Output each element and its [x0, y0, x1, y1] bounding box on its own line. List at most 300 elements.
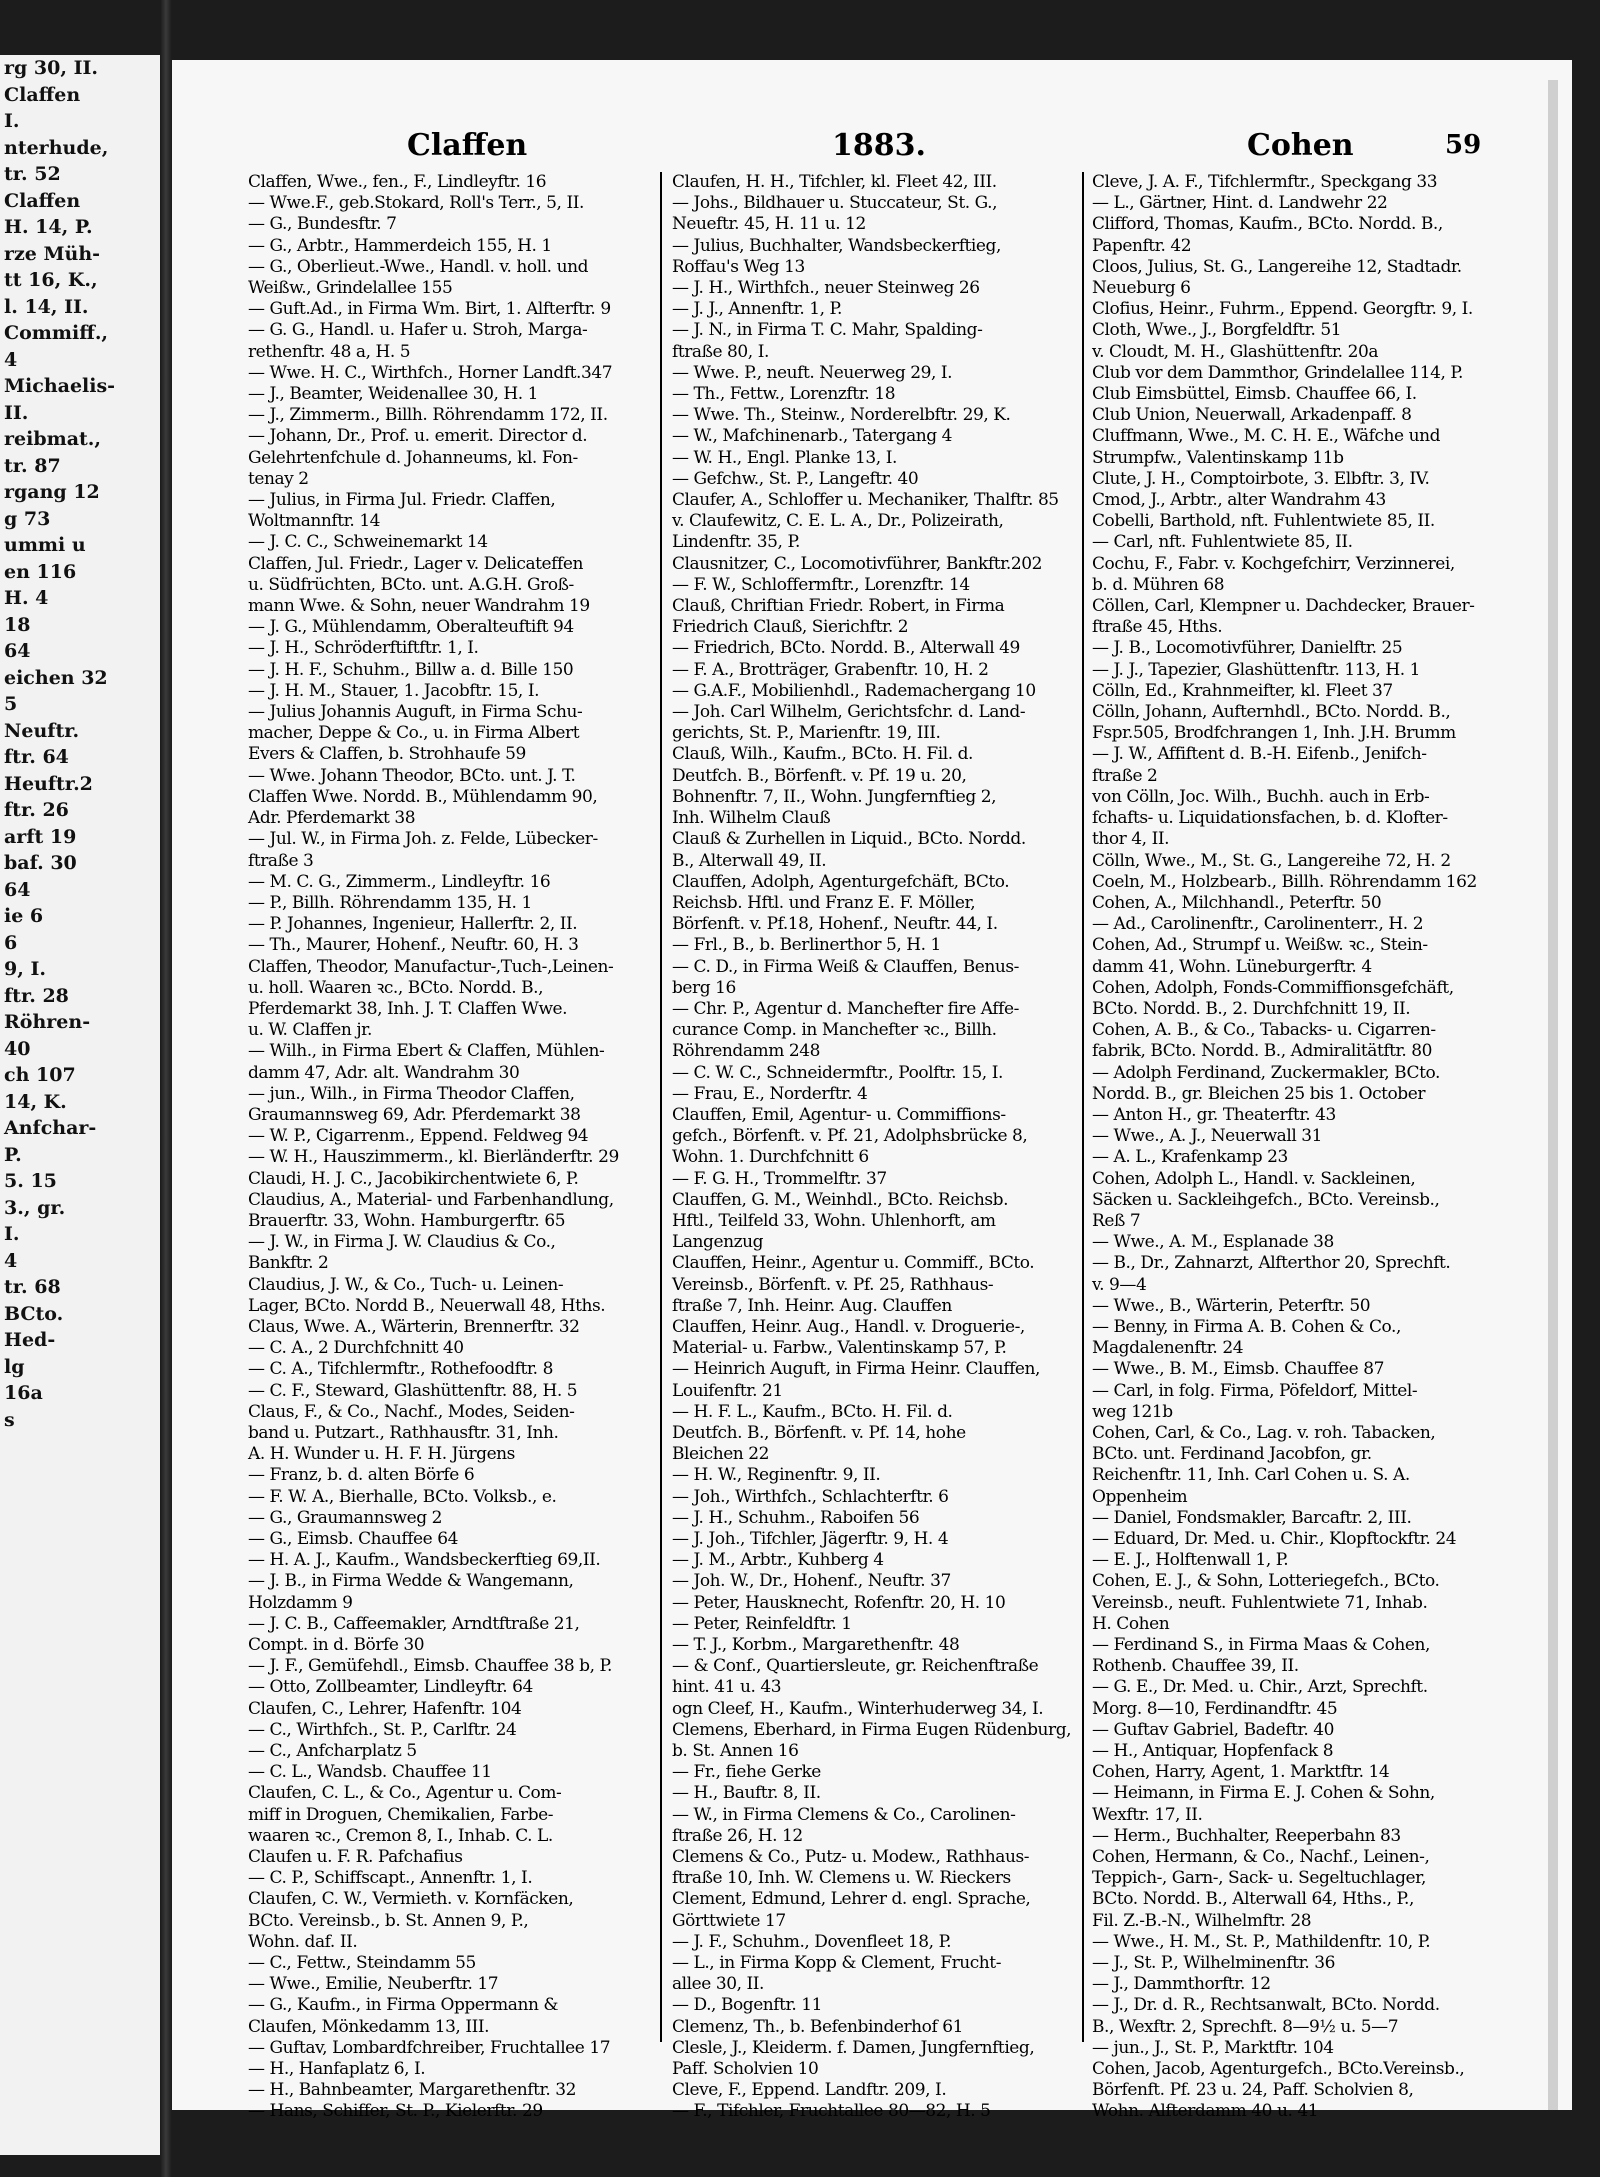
directory-entry-line: — C. A., 2 Durchfchnitt 40: [248, 1338, 464, 1359]
directory-entry-line: — J. Joh., Tifchler, Jägerftr. 9, H. 4: [672, 1529, 949, 1549]
directory-entry-line: — Wwe., B. M., Eimsb. Chauffee 87: [1092, 1359, 1384, 1380]
directory-entry-line: — Th., Maurer, Hohenf., Neuftr. 60, H. 3: [248, 935, 579, 956]
directory-entry-line: — Carl, nft. Fuhlentwiete 85, II.: [1092, 532, 1353, 553]
directory-entry-line: Börfenft. Pf. 23 u. 24, Paff. Scholvien 8,: [1092, 2080, 1414, 2101]
directory-entry-line: Wohn. 1. Durchfchnitt 6: [672, 1147, 869, 1168]
directory-entry-line: Langenzug: [672, 1232, 764, 1253]
column-divider: [1082, 172, 1084, 2042]
directory-entry-line: — Joh., Wirthfch., Schlachterftr. 6: [672, 1486, 949, 1507]
directory-entry-line: — H. F. L., Kaufm., BCto. H. Fil. d.: [672, 1401, 953, 1422]
facing-page-fragment: rg 30, II.: [4, 57, 98, 79]
directory-entry-line: — Anton H., gr. Theaterftr. 43: [1092, 1104, 1336, 1125]
directory-entry-line: — J. H., Wirthfch., neuer Steinweg 26: [672, 278, 980, 299]
directory-entry-line: Clemens & Co., Putz- u. Modew., Rathhaus-: [672, 1847, 1030, 1868]
directory-entry-line: Claufen, C. W., Vermieth. v. Kornfäcken,: [248, 1889, 574, 1910]
directory-entry-line: v. 9—4: [1092, 1274, 1147, 1295]
directory-entry-line: Clauß, Wilh., Kaufm., BCto. H. Fil. d.: [672, 744, 973, 765]
directory-entry-line: Clauffen, G. M., Weinhdl., BCto. Reichsb.: [672, 1189, 1009, 1210]
facing-page-fragment: l. 14, II.: [4, 295, 89, 318]
directory-entry-line: — J., Dammthorftr. 12: [1092, 1974, 1271, 1995]
facing-page-fragment: ftr. 26: [4, 799, 69, 821]
directory-entry-line: Holzdamm 9: [248, 1592, 353, 1613]
directory-entry-line: — Wilh., in Firma Ebert & Claffen, Mühlen-: [248, 1041, 605, 1062]
facing-page-fragment: arft 19: [4, 825, 77, 848]
directory-entry-line: — & Conf., Quartiersleute, gr. Reichenftraße: [672, 1656, 1039, 1677]
page-edge: [1548, 80, 1558, 2110]
directory-entry-line: Graumannsweg 69, Adr. Pferdemarkt 38: [248, 1104, 581, 1125]
directory-entry-line: — J. J., Annenftr. 1, P.: [672, 299, 843, 320]
directory-entry-line: Evers & Claffen, b. Strohhaufe 59: [248, 744, 526, 765]
directory-entry-line: Teppich-, Garn-, Sack- u. Segeltuchlager,: [1092, 1868, 1426, 1889]
directory-entry-line: Fspr.505, Brodfchrangen 1, Inh. J.H. Brumm: [1092, 723, 1456, 744]
directory-entry-line: — Wwe., H. M., St. P., Mathildenftr. 10, P.: [1092, 1931, 1431, 1952]
directory-entry-line: — Franz, b. d. alten Börfe 6: [248, 1465, 475, 1486]
directory-entry-line: — Adolph Ferdinand, Zuckermakler, BCto.: [1092, 1062, 1440, 1083]
directory-entry-line: — Julius, in Firma Jul. Friedr. Claffen,: [248, 490, 556, 511]
directory-entry-line: Lindenftr. 35, P.: [672, 532, 800, 553]
directory-entry-line: — B., Dr., Zahnarzt, Alfterthor 20, Sprechft.: [1092, 1253, 1451, 1274]
directory-entry-line: — Peter, Reinfeldftr. 1: [672, 1613, 852, 1634]
directory-entry-line: — H. W., Reginenftr. 9, II.: [672, 1465, 881, 1486]
directory-entry-line: u. W. Claffen jr.: [248, 1020, 372, 1041]
directory-entry-line: ogn Cleef, H., Kaufm., Winterhuderweg 34, I.: [672, 1698, 1044, 1719]
directory-entry-line: Nordd. B., gr. Bleichen 25 bis 1. October: [1092, 1083, 1426, 1104]
directory-entry-line: Clauß & Zurhellen in Liquid., BCto. Nordd.: [672, 829, 1026, 850]
column-2: [672, 172, 1092, 2123]
directory-entry-line: Morg. 8—10, Ferdinandftr. 45: [1092, 1698, 1338, 1719]
directory-entry-line: Friedrich Clauß, Sierichftr. 2: [672, 617, 909, 638]
directory-entry-line: — H., Bauftr. 8, II.: [672, 1783, 821, 1804]
running-head-right: Cohen: [1247, 128, 1354, 163]
directory-entry-line: — C., Anfcharplatz 5: [248, 1741, 417, 1762]
directory-entry-line: — Johs., Bildhauer u. Stuccateur, St. G.,: [672, 193, 998, 214]
page-header: [172, 128, 1572, 168]
facing-page-fragment: Commiff.,: [4, 322, 109, 344]
facing-page-fragment: reibmat.,: [4, 428, 102, 450]
directory-entry-line: BCto. Vereinsb., b. St. Annen 9, P.,: [248, 1910, 529, 1931]
directory-entry-line: Cleve, F., Eppend. Landftr. 209, I.: [672, 2080, 947, 2101]
column-1: [248, 172, 668, 2123]
directory-entry-line: macher, Deppe & Co., u. in Firma Albert: [248, 723, 580, 744]
book-spine: [160, 0, 172, 2177]
directory-entry-line: — jun., Wilh., in Firma Theodor Claffen,: [248, 1083, 575, 1104]
directory-entry-line: Clement, Edmund, Lehrer d. engl. Sprache,: [672, 1889, 1031, 1910]
directory-entry-line: damm 47, Adr. alt. Wandrahm 30: [248, 1062, 520, 1083]
directory-entry-line: BCto. Nordd. B., Alterwall 64, Hths., P.,: [1092, 1889, 1414, 1910]
directory-entry-line: — C., Wirthfch., St. P., Carlftr. 24: [248, 1719, 517, 1740]
directory-entry-line: Rothenb. Chauffee 39, II.: [1092, 1656, 1299, 1677]
directory-entry-line: — G., Bundesftr. 7: [248, 214, 397, 235]
directory-entry-line: Reichsb. Hftl. und Franz E. F. Möller,: [672, 892, 976, 913]
directory-entry-line: Clausnitzer, C., Locomotivführer, Bankftr.202: [672, 553, 1042, 574]
left-facing-page: [0, 55, 164, 2155]
directory-entry-line: — F., Tifchler, Fruchtallee 80—82, H. 5: [672, 2101, 991, 2122]
directory-entry-line: — M. C. G., Zimmerm., Lindleyftr. 16: [248, 871, 551, 892]
directory-entry-line: — F. W. A., Bierhalle, BCto. Volksb., e.: [248, 1486, 557, 1507]
directory-entry-line: — J. J., Tapezier, Glashüttenftr. 113, H. 1: [1092, 659, 1421, 680]
directory-entry-line: Claufen, C. L., & Co., Agentur u. Com-: [248, 1783, 562, 1804]
directory-entry-line: gefch., Börfenft. v. Pf. 21, Adolphsbrücke 8,: [672, 1126, 1028, 1147]
facing-page-fragment: Claffen: [4, 189, 81, 212]
directory-entry-line: ftraße 45, Hths.: [1092, 617, 1223, 638]
directory-entry-line: Paff. Scholvien 10: [672, 2059, 819, 2080]
directory-entry-line: allee 30, II.: [672, 1974, 764, 1995]
facing-page-fragment: tr. 87: [4, 454, 61, 477]
directory-entry-line: — Th., Fettw., Lorenzftr. 18: [672, 384, 896, 405]
directory-entry-line: Lager, BCto. Nordd B., Neuerwall 48, Hths.: [248, 1295, 606, 1316]
directory-entry-line: Compt. in d. Börfe 30: [248, 1635, 425, 1656]
directory-entry-line: — C., Fettw., Steindamm 55: [248, 1953, 476, 1974]
directory-entry-line: Wohn. daf. II.: [248, 1931, 358, 1952]
facing-page-fragment: tt 16, K.,: [4, 269, 98, 291]
directory-entry-line: u. holl. Waaren ꝛc., BCto. Nordd. B.,: [248, 977, 544, 998]
directory-entry-line: mann Wwe. & Sohn, neuer Wandrahm 19: [248, 596, 590, 617]
directory-entry-line: — J. H. F., Schuhm., Billw a. d. Bille 150: [248, 659, 574, 680]
directory-entry-line: — D., Bogenftr. 11: [672, 1995, 822, 2016]
directory-entry-line: — W., Mafchinenarb., Tatergang 4: [672, 426, 953, 447]
directory-entry-line: Säcken u. Sackleihgefch., BCto. Vereinsb.,: [1092, 1189, 1440, 1210]
directory-entry-line: Cohen, Jacob, Agenturgefch., BCto.Vereinsb.,: [1092, 2059, 1465, 2080]
directory-entry-line: v. Claufewitz, C. E. L. A., Dr., Polizeirath,: [672, 511, 1004, 532]
directory-entry-line: Cluffmann, Wwe., M. C. H. E., Wäfche und: [1092, 426, 1441, 447]
facing-page-fragment: tr. 68: [4, 1276, 61, 1298]
directory-entry-line: — W., in Firma Clemens & Co., Carolinen-: [672, 1804, 1016, 1825]
facing-page-fragment: 4: [4, 1249, 18, 1272]
directory-entry-line: Bohnenftr. 7, II., Wohn. Jungfernftieg 2,: [672, 786, 997, 807]
facing-page-fragment: Hed-: [4, 1329, 56, 1351]
facing-page-fragment: 14, K.: [4, 1090, 67, 1113]
directory-entry-line: Claufer, A., Schloffer u. Mechaniker, Thalftr. 85: [672, 490, 1059, 511]
directory-entry-line: Claudi, H. J. C., Jacobikirchentwiete 6, P.: [248, 1168, 579, 1189]
directory-entry-line: — Friedrich, BCto. Nordd. B., Alterwall 49: [672, 638, 1020, 659]
facing-page-fragment: P.: [4, 1143, 22, 1166]
directory-entry-line: — G.A.F., Mobilienhdl., Rademachergang 10: [672, 680, 1036, 701]
directory-entry-line: — L., in Firma Kopp & Clement, Frucht-: [672, 1953, 1001, 1974]
facing-page-fragment: H. 14, P.: [4, 216, 93, 238]
directory-entry-line: — C. D., in Firma Weiß & Clauffen, Benus-: [672, 956, 1019, 977]
facing-page-fragment: 64: [4, 640, 31, 662]
directory-entry-line: — Peter, Hausknecht, Rofenftr. 20, H. 10: [672, 1592, 1006, 1613]
column-3: [1092, 172, 1512, 2123]
directory-entry-line: — C. A., Tifchlermftr., Rothefoodftr. 8: [248, 1359, 553, 1380]
facing-page-fragment: Röhren-: [4, 1011, 91, 1033]
directory-entry-line: Vereinsb., Börfenft. v. Pf. 25, Rathhaus-: [672, 1274, 994, 1295]
directory-entry-line: Bankftr. 2: [248, 1253, 329, 1274]
facing-page-fragment: baf. 30: [4, 852, 77, 874]
directory-entry-line: Neueftr. 45, H. 11 u. 12: [672, 214, 866, 235]
directory-entry-line: BCto. Nordd. B., 2. Durchfchnitt 19, II.: [1092, 998, 1411, 1019]
directory-entry-line: u. Südfrüchten, BCto. unt. A.G.H. Groß-: [248, 574, 574, 595]
directory-entry-line: Claufen, H. H., Tifchler, kl. Fleet 42, III.: [672, 172, 997, 192]
directory-entry-line: — H., Bahnbeamter, Margarethenftr. 32: [248, 2080, 576, 2101]
directory-entry-line: — G., Kaufm., in Firma Oppermann &: [248, 1995, 559, 2016]
directory-entry-line: — J. C. C., Schweinemarkt 14: [248, 532, 488, 553]
facing-page-fragment: I.: [4, 1223, 20, 1245]
directory-entry-line: Claudius, A., Material- und Farbenhandlung,: [248, 1189, 614, 1210]
directory-entry-line: Claufen u. F. R. Pafchafius: [248, 1847, 463, 1868]
directory-entry-line: Cohen, A. B., & Co., Tabacks- u. Cigarren-: [1092, 1020, 1436, 1041]
directory-entry-line: — Frau, E., Norderftr. 4: [672, 1083, 868, 1104]
directory-entry-line: — Wwe., B., Wärterin, Peterftr. 50: [1092, 1295, 1371, 1316]
directory-entry-line: Cohen, Carl, & Co., Lag. v. roh. Tabacken,: [1092, 1422, 1436, 1443]
directory-entry-line: Deutfch. B., Börfenft. v. Pf. 14, hohe: [672, 1422, 966, 1443]
directory-entry-line: Cloth, Wwe., J., Borgfeldftr. 51: [1092, 320, 1342, 341]
facing-page-fragment: Anfchar-: [4, 1117, 97, 1139]
facing-page-fragment: rze Müh-: [4, 242, 101, 265]
directory-entry-line: ftraße 26, H. 12: [672, 1825, 803, 1846]
directory-entry-line: Louifenftr. 21: [672, 1380, 783, 1401]
directory-entry-line: hint. 41 u. 43: [672, 1677, 782, 1698]
facing-page-fragment: eichen 32: [4, 666, 108, 689]
directory-entry-line: Inh. Wilhelm Clauß: [672, 808, 831, 829]
directory-entry-line: — Hans, Schiffer, St. P., Kielerftr. 29: [248, 2101, 543, 2122]
directory-entry-line: — C. P., Schiffscapt., Annenftr. 1, I.: [248, 1868, 533, 1889]
directory-entry-line: Clauß, Chriftian Friedr. Robert, in Firma: [672, 596, 1005, 617]
facing-page-fragment: 18: [4, 613, 31, 636]
directory-entry-line: — Wwe., A. M., Esplanade 38: [1092, 1232, 1334, 1253]
directory-entry-line: — J. B., in Firma Wedde & Wangemann,: [248, 1571, 574, 1592]
facing-page-fragment: 16a: [4, 1382, 43, 1404]
directory-entry-line: miff in Droguen, Chemikalien, Farbe-: [248, 1804, 554, 1825]
directory-entry-line: Claus, Wwe. A., Wärterin, Brennerftr. 32: [248, 1316, 580, 1337]
directory-entry-line: Roffau's Weg 13: [672, 256, 805, 277]
directory-entry-line: — G. E., Dr. Med. u. Chir., Arzt, Sprechft.: [1092, 1677, 1428, 1698]
directory-entry-line: Clauffen, Heinr., Agentur u. Commiff., BCto.: [672, 1253, 1035, 1274]
directory-entry-line: — Eduard, Dr. Med. u. Chir., Klopftockftr. 24: [1092, 1529, 1457, 1549]
directory-entry-line: — Wwe. P., neuft. Neuerweg 29, I.: [672, 362, 953, 383]
directory-entry-line: Reß 7: [1092, 1210, 1141, 1231]
directory-entry-line: ftraße 3: [248, 850, 314, 871]
directory-entry-line: Claffen Wwe. Nordd. B., Mühlendamm 90,: [248, 786, 598, 807]
directory-entry-line: von Cölln, Joc. Wilh., Buchh. auch in Erb-: [1092, 786, 1430, 807]
directory-entry-line: Claus, F., & Co., Nachf., Modes, Seiden-: [248, 1401, 575, 1422]
facing-page-fragment: nterhude,: [4, 136, 109, 159]
directory-entry-line: — J., Dr. d. R., Rechtsanwalt, BCto. Nordd.: [1092, 1995, 1440, 2016]
facing-page-fragment: 9, I.: [4, 958, 46, 980]
directory-entry-line: Club Eimsbüttel, Eimsb. Chauffee 66, I.: [1092, 384, 1417, 405]
directory-entry-line: — F. G. H., Trommelftr. 37: [672, 1168, 887, 1189]
directory-entry-line: Club vor dem Dammthor, Grindelallee 114, P.: [1092, 362, 1463, 383]
directory-entry-line: — Herm., Buchhalter, Reeperbahn 83: [1092, 1825, 1401, 1846]
directory-entry-line: Reichenftr. 11, Inh. Carl Cohen u. S. A.: [1092, 1465, 1410, 1486]
directory-entry-line: — Guft.Ad., in Firma Wm. Birt, 1. Alfterftr. 9: [248, 299, 611, 320]
directory-entry-line: Oppenheim: [1092, 1486, 1188, 1507]
directory-entry-line: Wexftr. 17, II.: [1092, 1804, 1203, 1825]
directory-entry-line: — J. W., Affiftent d. B.-H. Eifenb., Jenifch-: [1092, 744, 1427, 765]
facing-page-fragment: Neuftr.: [4, 719, 80, 742]
directory-entry-line: — C. L., Wandsb. Chauffee 11: [248, 1762, 492, 1783]
directory-entry-line: — J. H. M., Stauer, 1. Jacobftr. 15, I.: [248, 680, 540, 701]
directory-entry-line: Cölln, Wwe., M., St. G., Langereihe 72, H. 2: [1092, 850, 1451, 871]
directory-entry-line: — P., Billh. Röhrendamm 135, H. 1: [248, 892, 532, 913]
directory-entry-line: — J. M., Arbtr., Kuhberg 4: [672, 1550, 884, 1571]
directory-entry-line: Clute, J. H., Comptoirbote, 3. Elbftr. 3, IV.: [1092, 468, 1430, 489]
directory-entry-line: Clemens, Eberhard, in Firma Eugen Rüdenburg,: [672, 1719, 1072, 1740]
directory-entry-line: Cölln, Ed., Krahnmeifter, kl. Fleet 37: [1092, 680, 1393, 701]
directory-entry-line: Cohen, Harry, Agent, 1. Marktftr. 14: [1092, 1762, 1390, 1783]
directory-entry-line: — G. G., Handl. u. Hafer u. Stroh, Marga-: [248, 320, 588, 341]
directory-entry-line: Börfenft. v. Pf.18, Hohenf., Neuftr. 44, I.: [672, 914, 998, 935]
directory-entry-line: Cohen, Adolph, Fonds-Commiffionsgefchäft,: [1092, 977, 1454, 998]
facing-page-fragment: Heuftr.2: [4, 772, 93, 795]
directory-entry-line: Pferdemarkt 38, Inh. J. T. Claffen Wwe.: [248, 998, 568, 1019]
directory-entry-line: — F. W., Schloffermftr., Lorenzftr. 14: [672, 574, 970, 595]
directory-entry-line: — Wwe.F., geb.Stokard, Roll's Terr., 5, II.: [248, 193, 584, 214]
directory-entry-line: Neueburg 6: [1092, 278, 1191, 299]
directory-entry-line: ftraße 7, Inh. Heinr. Aug. Clauffen: [672, 1295, 952, 1316]
directory-entry-line: Cleve, J. A. F., Tifchlermftr., Speckgang 33: [1092, 172, 1438, 192]
directory-entry-line: ftraße 80, I.: [672, 341, 769, 362]
directory-entry-line: Bleichen 22: [672, 1444, 769, 1465]
directory-entry-line: — Joh. Carl Wilhelm, Gerichtsfchr. d. Land-: [672, 702, 1026, 723]
directory-entry-line: — Wwe. H. C., Wirthfch., Horner Landft.347: [248, 362, 613, 383]
directory-entry-line: — J., Beamter, Weidenallee 30, H. 1: [248, 384, 539, 405]
directory-entry-line: Wohn. Alfterdamm 40 u. 41: [1092, 2101, 1319, 2122]
directory-entry-line: Club Union, Neuerwall, Arkadenpaff. 8: [1092, 405, 1412, 426]
directory-entry-line: b. St. Annen 16: [672, 1741, 799, 1762]
facing-page-fragment: en 116: [4, 560, 77, 583]
directory-entry-line: — H., Antiquar, Hopfenfack 8: [1092, 1741, 1334, 1762]
directory-entry-line: — G., Eimsb. Chauffee 64: [248, 1529, 458, 1549]
directory-entry-line: Cohen, E. J., & Sohn, Lotteriegefch., BCto.: [1092, 1571, 1440, 1592]
facing-page-fragment: 40: [4, 1037, 31, 1060]
directory-entry-line: tenay 2: [248, 468, 309, 489]
directory-entry-line: — J. F., Gemüfehdl., Eimsb. Chauffee 38 b, P.: [248, 1656, 613, 1677]
column-divider: [660, 172, 662, 2042]
directory-entry-line: band u. Putzart., Rathhausftr. 31, Inh.: [248, 1422, 559, 1443]
directory-entry-line: — C. W. C., Schneidermftr., Poolftr. 15, I.: [672, 1062, 1003, 1083]
directory-entry-line: — Julius, Buchhalter, Wandsbeckerftieg,: [672, 235, 1001, 256]
directory-entry-line: — Wwe. Th., Steinw., Norderelbftr. 29, K.: [672, 405, 1011, 426]
directory-entry-line: ftraße 2: [1092, 765, 1158, 786]
directory-entry-line: — Heinrich Auguft, in Firma Heinr. Clauffen,: [672, 1359, 1040, 1380]
directory-entry-line: Clifford, Thomas, Kaufm., BCto. Nordd. B.,: [1092, 214, 1443, 235]
directory-entry-line: — J. G., Mühlendamm, Oberalteuftift 94: [248, 617, 574, 638]
directory-entry-line: — Benny, in Firma A. B. Cohen & Co.,: [1092, 1316, 1401, 1337]
directory-entry-line: — Wwe., Emilie, Neuberftr. 17: [248, 1974, 499, 1995]
directory-entry-line: Röhrendamm 248: [672, 1041, 820, 1062]
directory-entry-line: — Julius Johannis Auguft, in Firma Schu-: [248, 702, 583, 723]
directory-entry-line: — J. H., Schuhm., Raboifen 56: [672, 1507, 920, 1528]
directory-entry-line: — C. F., Steward, Glashüttenftr. 88, H. 5: [248, 1380, 578, 1401]
directory-entry-line: — G., Graumannsweg 2: [248, 1507, 442, 1528]
directory-entry-line: Görttwiete 17: [672, 1910, 786, 1931]
directory-entry-line: — Guftav, Lombardfchreiber, Fruchtallee 17: [248, 2037, 611, 2058]
running-head-left: Claffen: [407, 128, 528, 163]
facing-page-fragment: 64: [4, 878, 31, 901]
facing-page-fragment: g 73: [4, 507, 51, 530]
directory-entry-line: Strumpfw., Valentinskamp 11b: [1092, 447, 1344, 468]
directory-entry-line: — A. L., Krafenkamp 23: [1092, 1147, 1288, 1168]
directory-entry-line: Cohen, Ad., Strumpf u. Weißw. ꝛc., Stein-: [1092, 935, 1428, 956]
directory-entry-line: Claufen, C., Lehrer, Hafenftr. 104: [248, 1698, 522, 1719]
facing-page-fragment: ftr. 28: [4, 984, 69, 1007]
facing-page-fragment: ummi u: [4, 534, 86, 556]
directory-entry-line: — J. C. B., Caffeemakler, Arndtftraße 21,: [248, 1613, 580, 1634]
facing-page-fragment: s: [4, 1408, 15, 1431]
directory-entry-line: Cloos, Julius, St. G., Langereihe 12, Stadtadr.: [1092, 256, 1462, 277]
directory-entry-line: — Fr., fiehe Gerke: [672, 1762, 821, 1783]
facing-page-fragment: lg: [4, 1355, 25, 1378]
facing-page-fragment: ftr. 64: [4, 746, 69, 768]
directory-entry-line: waaren ꝛc., Cremon 8, I., Inhab. C. L.: [248, 1825, 553, 1846]
facing-page-fragment: 6: [4, 931, 18, 954]
directory-entry-line: — J. H., Schröderftiftftr. 1, I.: [248, 638, 479, 659]
directory-entry-line: Cobelli, Barthold, nft. Fuhlentwiete 85, II.: [1092, 511, 1435, 532]
directory-entry-line: — Gefchw., St. P., Langeftr. 40: [672, 468, 919, 489]
directory-entry-line: B., Wexftr. 2, Sprechft. 8—9½ u. 5—7: [1092, 2016, 1399, 2037]
directory-entry-line: — W. H., Hauszimmerm., kl. Bierländerftr. 29: [248, 1147, 619, 1168]
directory-entry-line: thor 4, II.: [1092, 829, 1170, 850]
directory-entry-line: — J. F., Schuhm., Dovenfleet 18, P.: [672, 1931, 952, 1952]
facing-page-fragment: H. 4: [4, 587, 49, 609]
facing-page-fragment: I.: [4, 110, 20, 132]
page-number: 59: [1445, 130, 1482, 160]
directory-entry-line: damm 41, Wohn. Lüneburgerftr. 4: [1092, 956, 1372, 977]
directory-entry-line: — E. J., Holftenwall 1, P.: [1092, 1550, 1289, 1571]
directory-entry-line: Coeln, M., Holzbearb., Billh. Röhrendamm 162: [1092, 871, 1477, 892]
directory-entry-line: — H., Hanfaplatz 6, I.: [248, 2059, 426, 2080]
directory-entry-line: — J., St. P., Wilhelminenftr. 36: [1092, 1953, 1336, 1974]
directory-entry-line: Claufen, Mönkedamm 13, III.: [248, 2016, 490, 2037]
directory-entry-line: Cöllen, Carl, Klempner u. Dachdecker, Brauer-: [1092, 596, 1475, 617]
facing-page-fragment: ie 6: [4, 905, 44, 927]
facing-page-fragment: Claffen: [4, 83, 81, 106]
directory-entry-line: Material- u. Farbw., Valentinskamp 57, P.: [672, 1338, 1007, 1359]
directory-entry-line: Gelehrtenfchule d. Johanneums, kl. Fon-: [248, 447, 578, 468]
facing-page-fragment: tr. 52: [4, 163, 61, 185]
directory-entry-line: Hftl., Teilfeld 33, Wohn. Uhlenhorft, am: [672, 1210, 996, 1231]
directory-page: [172, 60, 1572, 2122]
directory-entry-line: Claffen, Wwe., fen., F., Lindleyftr. 16: [248, 172, 547, 192]
directory-entry-line: fchafts- u. Liquidationsfachen, b. d. Klofter-: [1092, 808, 1448, 829]
directory-entry-line: — Frl., B., b. Berlinerthor 5, H. 1: [672, 935, 941, 956]
directory-entry-line: — T. J., Korbm., Margarethenftr. 48: [672, 1635, 960, 1656]
directory-entry-line: rethenftr. 48 a, H. 5: [248, 341, 411, 362]
directory-entry-line: — J. B., Locomotivführer, Danielftr. 25: [1092, 638, 1403, 659]
directory-entry-line: Fil. Z.-B.-N., Wilhelmftr. 28: [1092, 1910, 1312, 1931]
directory-entry-line: gerichts, St. P., Marienftr. 19, III.: [672, 723, 941, 744]
directory-entry-line: — J., Zimmerm., Billh. Röhrendamm 172, II.: [248, 405, 608, 426]
directory-entry-line: Claffen, Theodor, Manufactur-,Tuch-,Leinen-: [248, 956, 614, 977]
directory-entry-line: Cochu, F., Fabr. v. Kochgefchirr, Verzinnerei,: [1092, 553, 1455, 574]
directory-entry-line: — Chr. P., Agentur d. Manchefter fire Affe-: [672, 998, 1019, 1019]
directory-entry-line: Brauerftr. 33, Wohn. Hamburgerftr. 65: [248, 1210, 566, 1231]
facing-page-fragment: 4: [4, 348, 18, 371]
directory-entry-line: — H. A. J., Kaufm., Wandsbeckerftieg 69,II.: [248, 1550, 601, 1571]
directory-entry-line: — G., Oberlieut.-Wwe., Handl. v. holl. und: [248, 256, 589, 277]
directory-entry-line: — Joh. W., Dr., Hohenf., Neuftr. 37: [672, 1571, 951, 1592]
directory-entry-line: — Ad., Carolinenftr., Carolinenterr., H. 2: [1092, 914, 1424, 935]
directory-entry-line: ftraße 10, Inh. W. Clemens u. W. Rieckers: [672, 1868, 1011, 1889]
directory-entry-line: Claffen, Jul. Friedr., Lager v. Delicateffen: [248, 553, 583, 574]
directory-entry-line: — Ferdinand S., in Firma Maas & Cohen,: [1092, 1635, 1430, 1656]
directory-entry-line: Papenftr. 42: [1092, 235, 1192, 256]
directory-entry-line: — W. P., Cigarrenm., Eppend. Feldweg 94: [248, 1126, 589, 1147]
facing-page-fragment: rgang 12: [4, 481, 100, 503]
directory-entry-line: v. Cloudt, M. H., Glashüttenftr. 20a: [1092, 341, 1378, 362]
directory-entry-line: — W. H., Engl. Planke 13, I.: [672, 447, 897, 468]
directory-entry-line: — Guftav Gabriel, Badeftr. 40: [1092, 1719, 1335, 1740]
directory-entry-line: — Otto, Zollbeamter, Lindleyftr. 64: [248, 1677, 533, 1698]
running-head-year: 1883.: [832, 128, 926, 163]
directory-entry-line: — P. Johannes, Ingenieur, Hallerftr. 2, II.: [248, 914, 578, 935]
directory-entry-line: — Jul. W., in Firma Joh. z. Felde, Lübecker-: [248, 829, 598, 850]
directory-entry-line: Woltmannftr. 14: [248, 511, 381, 532]
directory-entry-line: Clesle, J., Kleiderm. f. Damen, Jungfernftieg,: [672, 2037, 1035, 2058]
facing-page-fragment: BCto.: [4, 1302, 64, 1325]
directory-entry-line: Cohen, Adolph L., Handl. v. Sackleinen,: [1092, 1168, 1416, 1189]
